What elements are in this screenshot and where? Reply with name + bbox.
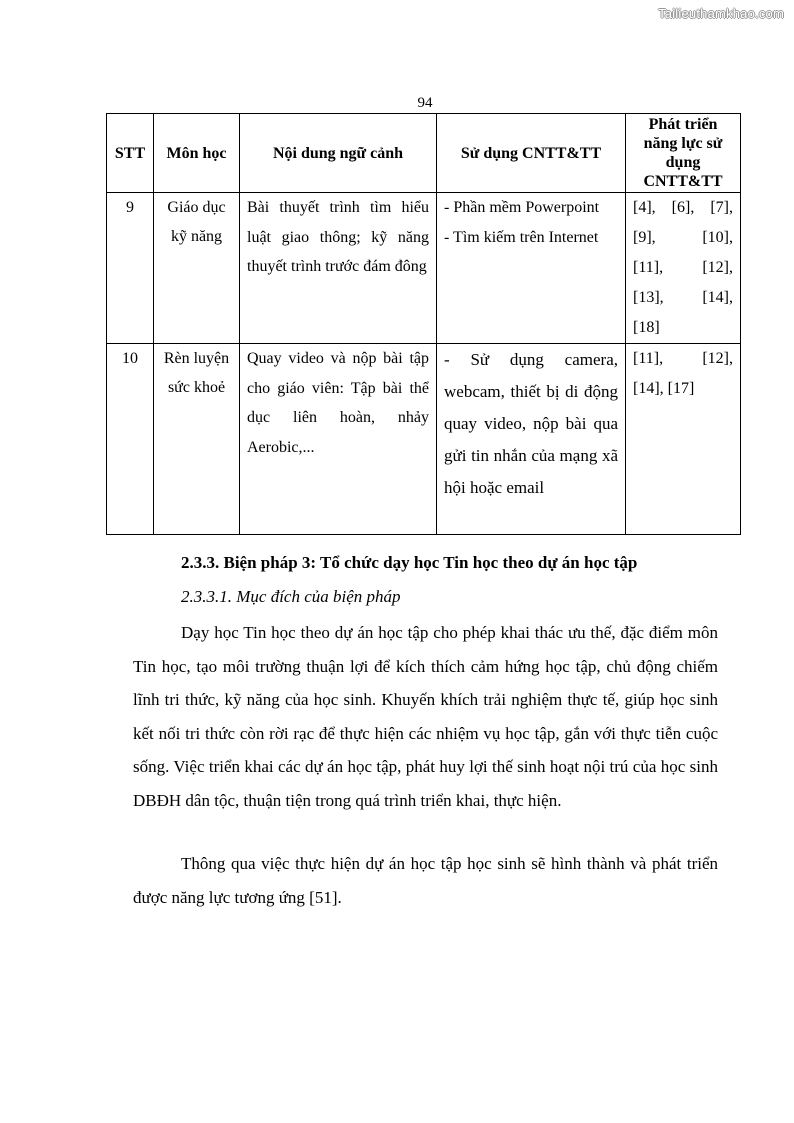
reference: [7], (710, 199, 733, 216)
page-number: 94 (417, 95, 433, 111)
cell-references (626, 344, 741, 535)
section-heading: 2.3.3. Biện pháp 3: Tổ chức dạy học Tin học theo dự án học tập (181, 553, 638, 572)
reference: [4], (633, 199, 656, 216)
cell-stt: 9 (107, 193, 154, 344)
reference: [14], [17] (633, 380, 695, 397)
reference: [10], (702, 229, 733, 246)
reference: [12], (702, 350, 733, 367)
body-paragraph (133, 847, 718, 914)
table-row (107, 193, 741, 344)
ict-usage-table (106, 113, 741, 535)
cell-context: Bài thuyết trình tìm hiểu luật giao thông; kỹ năng thuyết trình trước đám đông (240, 193, 437, 344)
ict-use-line: - Phần mềm Powerpoint (444, 199, 600, 216)
cell-context: Quay video và nộp bài tập cho giáo viên: Tập bài thể dục liên hoàn, nhảy Aerobic,... (240, 344, 437, 535)
reference: [18] (633, 319, 660, 336)
reference: [12], (702, 259, 733, 276)
reference: [14], (702, 289, 733, 306)
cell-stt: 10 (107, 344, 154, 535)
paragraph-text: Dạy học Tin học theo dự án học tập cho phép khai thác ưu thế, đặc điểm môn Tin học, tạo môi trường thuận lợi để kích thích cảm hứng học tập, chủ động chiếm lĩnh tri thức, kỹ năng của học sinh. Khuyến khích trải nghiệm thực tế, giúp học sinh kết nối tri thức còn rời rạc để thực hiện các nhiệm vụ học tập, gắn với thực tiễn cuộc sống. Việc triển khai các dự án học tập, phát huy lợi thế sinh hoạt nội trú của học sinh DBĐH dân tộc, thuận tiện trong quá trình triển khai, thực hiện. (133, 623, 718, 810)
header-context: Nội dung ngữ cảnh (240, 114, 437, 193)
reference: [11], (633, 350, 664, 367)
reference: [11], (633, 259, 664, 276)
body-paragraph (133, 616, 718, 818)
header-stt: STT (107, 114, 154, 193)
cell-subject: Rèn luyện sức khoẻ (154, 344, 240, 535)
header-ict-use: Sử dụng CNTT&TT (437, 114, 626, 193)
reference: [13], (633, 289, 664, 306)
cell-subject: Giáo dục kỹ năng (154, 193, 240, 344)
cell-ict-use: - Sử dụng camera, webcam, thiết bị di động quay video, nộp bài qua gửi tin nhắn của mạng xã hội hoặc email (437, 344, 626, 535)
reference: [9], (633, 229, 656, 246)
reference: [6], (671, 199, 695, 216)
paragraph-text: Thông qua việc thực hiện dự án học tập học sinh sẽ hình thành và phát triển được năng lực tương ứng [51]. (133, 854, 718, 907)
section-subheading: 2.3.3.1. Mục đích của biện pháp (181, 587, 401, 606)
table-row (107, 344, 741, 535)
header-subject: Môn học (154, 114, 240, 193)
table-header-row (107, 114, 741, 193)
cell-ict-use (437, 193, 626, 344)
header-competence: Phát triển năng lực sử dụng CNTT&TT (626, 114, 741, 193)
cell-references (626, 193, 741, 344)
ict-use-line: - Tìm kiếm trên Internet (444, 229, 599, 246)
watermark: Tailieuthamkhao.com (658, 6, 784, 21)
